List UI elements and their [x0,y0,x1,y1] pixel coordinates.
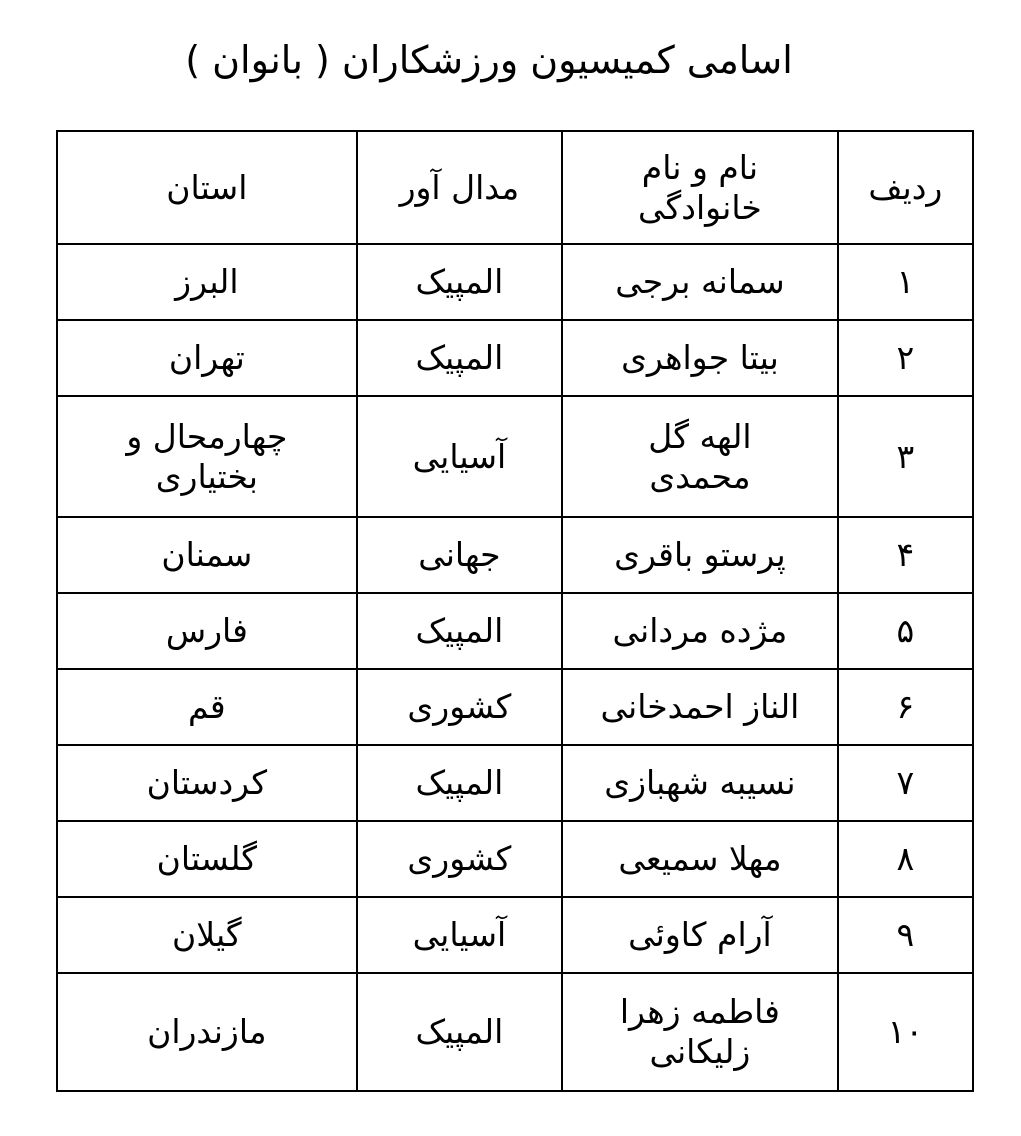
cell-medal: آسیایی [357,897,562,973]
cell-name-line1: الهه گل [648,416,752,456]
cell-index: ۱ [838,244,973,320]
header-name-line2: خانوادگی [638,187,762,227]
cell-province: فارس [57,593,357,669]
cell-medal: المپیک [357,973,562,1091]
cell-province-line2: بختیاری [155,456,258,496]
cell-index: ۸ [838,821,973,897]
table-row [57,821,973,897]
cell-name [562,973,838,1091]
cell-province: کردستان [57,745,357,821]
cell-index: ۵ [838,593,973,669]
cell-index: ۴ [838,517,973,593]
cell-province: مازندران [57,973,357,1091]
cell-name: آرام کاوئی [562,897,838,973]
header-name-line1: نام و نام [641,147,759,187]
cell-index: ۱۰ [838,973,973,1091]
cell-province: قم [57,669,357,745]
cell-province: گیلان [57,897,357,973]
table-row [57,396,973,517]
cell-index: ۳ [838,396,973,517]
cell-name: مهلا سمیعی [562,821,838,897]
cell-name-line2: محمدی [649,456,751,496]
table-row [57,593,973,669]
cell-index: ۷ [838,745,973,821]
cell-province: سمنان [57,517,357,593]
cell-medal: کشوری [357,669,562,745]
cell-index: ۲ [838,320,973,396]
header-province: استان [57,131,357,244]
table-row [57,973,973,1091]
page-title: اسامی کمیسیون ورزشکاران ( بانوان ) [185,38,793,82]
cell-index: ۹ [838,897,973,973]
cell-province [57,396,357,517]
cell-name: بیتا جواهری [562,320,838,396]
cell-medal: کشوری [357,821,562,897]
cell-index: ۶ [838,669,973,745]
cell-name: پرستو باقری [562,517,838,593]
cell-name-line1: فاطمه زهرا [619,992,780,1031]
table-row [57,320,973,396]
cell-medal: المپیک [357,244,562,320]
table-row [57,745,973,821]
cell-name: الناز احمدخانی [562,669,838,745]
athletes-table [56,130,974,1092]
cell-medal: جهانی [357,517,562,593]
header-index: ردیف [838,131,973,244]
cell-province: تهران [57,320,357,396]
table-row [57,517,973,593]
cell-medal: المپیک [357,745,562,821]
header-name [562,131,838,244]
cell-medal: آسیایی [357,396,562,517]
table-header-row [57,131,973,244]
cell-medal: المپیک [357,593,562,669]
cell-province: گلستان [57,821,357,897]
cell-province: البرز [57,244,357,320]
cell-name [562,396,838,517]
cell-medal: المپیک [357,320,562,396]
cell-name: مژده مردانی [562,593,838,669]
table-row [57,669,973,745]
cell-name-line2: زلیکانی [649,1032,751,1071]
table-row [57,244,973,320]
header-medal: مدال آور [357,131,562,244]
cell-name: نسیبه شهبازی [562,745,838,821]
table-row [57,897,973,973]
cell-name: سمانه برجی [562,244,838,320]
cell-province-line1: چهارمحال و [126,416,288,456]
